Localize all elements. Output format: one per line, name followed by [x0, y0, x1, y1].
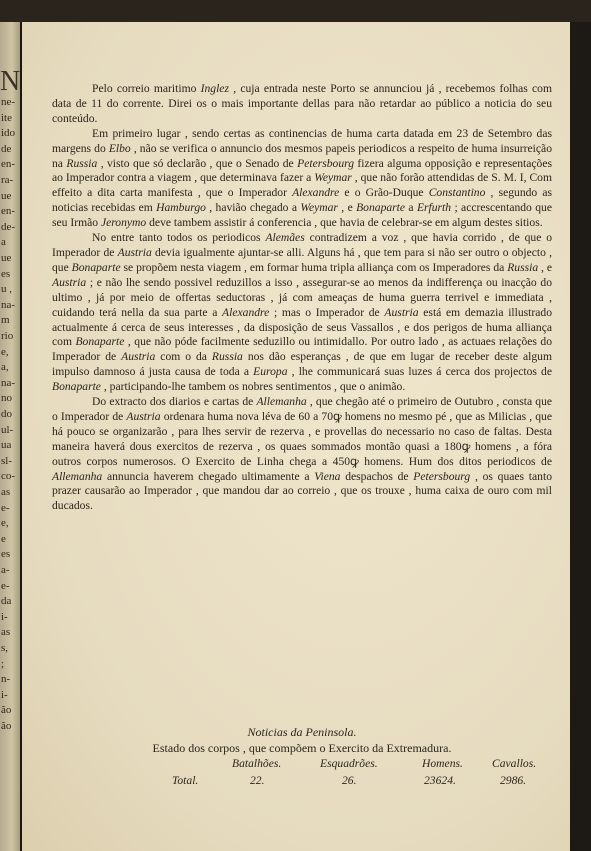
- text-run: contradizem a voz , que havia corrido , de que o Imperador de: [52, 231, 552, 259]
- previous-page-fragment: i-: [1, 688, 8, 701]
- article-paragraph: [52, 395, 552, 514]
- italic-name: Inglez: [200, 82, 229, 95]
- text-run: Pelo correio maritimo: [92, 82, 201, 95]
- value-homens: 23624.: [424, 774, 456, 787]
- italic-name: Bonaparte: [75, 335, 125, 349]
- text-run: e o Grão-Duque: [339, 186, 429, 200]
- italic-name: Alexandre: [222, 305, 270, 319]
- section-subtitle: Estado dos corpos , que compõem o Exercito da Extremadura.: [152, 741, 452, 755]
- italic-name: Alemães: [265, 231, 305, 245]
- article-paragraph: [52, 82, 552, 127]
- text-run: ; e não lhe sendo possivel reduzillos a isso , assegurar-se ao menos da indifferença ou inacção do ultimo , já por meio de offertas seductoras , já com ameaças de huma guerra terrivel e immediata , cuidando terá nella da sua parte a: [52, 275, 552, 319]
- article-body: [52, 82, 552, 514]
- text-run: , havião chegado a: [205, 201, 301, 215]
- previous-page-fragment: e,: [1, 345, 9, 358]
- text-run: , não se verifica o annuncio dos mesmos papeis periodicos a respeito de huma insurreição na: [52, 141, 552, 170]
- text-run: , que não forão attendidas de S. M. I, Com effeito a dita carta manifesta , que o Imperador: [52, 171, 552, 200]
- text-run: , segundo as noticias recebidas em: [52, 186, 552, 215]
- previous-page-fragment: N: [0, 66, 20, 97]
- previous-page-fragment: a: [1, 236, 6, 249]
- previous-page-fragment: ido: [1, 127, 16, 140]
- previous-page-fragment: ue: [1, 252, 12, 264]
- previous-page-fragment: ua: [1, 439, 12, 452]
- previous-page-fragment: ão: [1, 720, 12, 732]
- previous-page-fragment: as: [1, 626, 11, 639]
- text-run: , que chegão até o primeiro de Outubro , consta que o Imperador de: [52, 395, 553, 423]
- text-run: , lhe communicará suas luzes á cerca dos projectos de: [287, 365, 552, 379]
- header-cavallos: Cavallos.: [492, 757, 537, 770]
- previous-page-fragment: e,: [1, 517, 9, 530]
- value-batalhoes: 22.: [250, 774, 265, 787]
- italic-name: Petersbourg: [413, 469, 471, 483]
- previous-page-fragment: de: [1, 142, 12, 155]
- previous-page-fragment: ne-: [1, 96, 16, 108]
- italic-name: Allemanha: [256, 395, 307, 409]
- previous-page-fragment: a-: [1, 564, 10, 576]
- text-run: , cuja entrada neste Porto se annunciou já , recebemos folhas com data de 11 do corrente. Direi os o mais importante dellas para não retardar ao público a noticia do seu conteúdo.: [52, 82, 552, 125]
- value-esquadroes: 26.: [342, 774, 357, 787]
- article-paragraph: [52, 231, 552, 395]
- newspaper-page: [22, 22, 570, 851]
- previous-page-fragment: de-: [1, 220, 16, 233]
- previous-page-fragment: i-: [1, 610, 8, 623]
- italic-name: Weymar: [300, 201, 338, 215]
- previous-page-fragment: rio: [1, 330, 14, 342]
- italic-name: Bonaparte: [356, 201, 406, 215]
- previous-page-fragment: ite: [1, 111, 12, 124]
- text-run: , participando-lhe tambem os nobres sentimentos , que o animão.: [100, 380, 406, 394]
- previous-page-fragment: na-: [1, 298, 16, 311]
- italic-name: Weymar: [314, 171, 352, 185]
- previous-page-fragment: m: [1, 314, 10, 327]
- italic-name: Viena: [314, 469, 341, 483]
- italic-name: Jeronymo: [100, 216, 147, 230]
- italic-name: Austria: [52, 275, 87, 289]
- previous-page-fragment: do: [1, 408, 12, 420]
- previous-page-fragment: as: [1, 486, 11, 498]
- text-run: annuncia haverem chegado ultimamente a: [102, 469, 315, 483]
- text-run: fizera alguma opposição e representações ao Imperador contra a viagem , que determinava fazer a: [52, 156, 552, 185]
- previous-page-fragment: es: [1, 548, 11, 561]
- previous-page-fragment: en-: [1, 158, 16, 171]
- italic-name: Constantino: [428, 186, 486, 200]
- previous-page-fragment: sl-: [1, 454, 12, 467]
- italic-name: Austria: [117, 245, 152, 259]
- italic-name: Europa: [253, 365, 288, 379]
- text-run: , e: [538, 260, 553, 274]
- section-title: Noticias da Peninsola.: [247, 725, 357, 739]
- previous-page-fragment: ra-: [1, 174, 14, 186]
- italic-name: Allemanha: [52, 469, 103, 483]
- text-run: ; accrescentando que seu Irmão: [52, 201, 552, 230]
- text-run: Do extracto dos diarios e cartas de: [92, 395, 257, 409]
- italic-name: Austria: [126, 409, 161, 423]
- previous-page-fragment: ue: [1, 189, 12, 202]
- text-run: deve tambem assistir á conferencia , que havia de celebrar-se em algum destes sitios.: [146, 216, 543, 230]
- previous-page-edge: [0, 22, 20, 851]
- previous-page-fragment: e-: [1, 579, 10, 592]
- text-run: , os quaes tanto prazer causarão ao Imperador , que mandou dar ao correio , que os trouxe , huma caixa de ouro com mil ducados.: [52, 469, 552, 513]
- previous-page-fragment: n-: [1, 673, 11, 686]
- text-run: a: [405, 201, 417, 215]
- previous-page-fragment: a,: [1, 361, 9, 374]
- italic-name: Alexandre: [292, 186, 340, 200]
- text-run: ordenara huma nova léva de 60 a 70ꝙ homens no mesmo pé , que as Milicias , que há pouco se organizarão , para lhes servir de rezerva , e provellas do necessario no caso de faltas. Desta maneira haverá dous exercitos de rezerva , os quaes sommados montão quasi a 180ꝙ homens , a fóra outros corpos numerosos. O Exercito de Linha chega a 450ꝙ homens. Hum dos ditos periodicos de: [52, 409, 552, 468]
- text-run: está em demazia illustrado actualmente á cerca de seus interesses , da disposição de seus Vassallos , e dos perigos de huma alliança com: [52, 305, 552, 349]
- italic-name: Bonaparte: [52, 380, 101, 394]
- italic-name: Bonaparte: [71, 260, 121, 274]
- text-run: , que não póde facilmente seduzillo ou intimidallo. Por outro lado , as actuaes relações do Imperador de: [52, 335, 553, 364]
- value-cavallos: 2986.: [500, 774, 527, 787]
- previous-page-fragment: ;: [1, 657, 5, 670]
- previous-page-fragment: en-: [1, 205, 16, 218]
- italic-name: Austria: [121, 350, 156, 364]
- previous-page-fragment: ão: [1, 704, 12, 717]
- header-homens: Homens.: [422, 757, 463, 770]
- previous-page-fragment: co-: [1, 470, 16, 483]
- italic-name: Russia: [66, 156, 98, 170]
- text-run: No entre tanto todos os periodicos: [92, 231, 266, 245]
- previous-page-fragment: e: [1, 532, 6, 545]
- text-run: despachos de: [340, 469, 414, 483]
- text-run: com o da: [155, 350, 212, 364]
- italic-name: Elbo: [108, 141, 131, 155]
- header-esquadroes: Esquadrões.: [320, 757, 378, 770]
- row-label-total: Total.: [172, 774, 199, 787]
- italic-name: Erfurth: [416, 201, 452, 215]
- previous-page-fragment: da: [1, 595, 12, 608]
- scan-border-right: [570, 22, 591, 851]
- italic-name: Austria: [384, 305, 419, 319]
- text-run: nos dão esperanças , de que em lugar de receber deste algum impulso damnoso á justa causa de toda a: [52, 350, 552, 379]
- italic-name: Hamburgo: [156, 201, 206, 215]
- italic-name: Russia: [507, 260, 539, 274]
- italic-name: Russia: [211, 350, 243, 364]
- previous-page-fragment: s,: [1, 642, 9, 654]
- article-paragraph: [52, 127, 552, 231]
- text-run: devia igualmente ajuntar-se alli. Alguns há , que tem para si não ser outro o objecto , que: [52, 245, 552, 274]
- previous-page-fragment: es: [1, 267, 11, 280]
- text-run: se propõem nesta viagem , em formar huma tripla alliança com os Imperadores da: [120, 260, 508, 274]
- scan-border-top: [0, 0, 591, 22]
- previous-page-fragment: no: [1, 392, 12, 405]
- previous-page-fragment: u ,: [1, 283, 12, 296]
- text-run: , e: [337, 201, 357, 215]
- previous-page-fragment: ul-: [1, 423, 14, 436]
- italic-name: Petersbourg: [297, 156, 355, 170]
- text-run: , visto que só declarão , que o Senado de: [97, 156, 298, 170]
- header-batalhoes: Batalhões.: [232, 757, 282, 770]
- previous-page-fragment: na-: [1, 376, 16, 389]
- previous-page-fragment: e-: [1, 501, 10, 514]
- text-run: ; mas o Imperador de: [269, 305, 385, 319]
- text-run: Em primeiro lugar , sendo certas as continencias de huma carta datada em 23 de Setembro das margens do: [52, 126, 552, 155]
